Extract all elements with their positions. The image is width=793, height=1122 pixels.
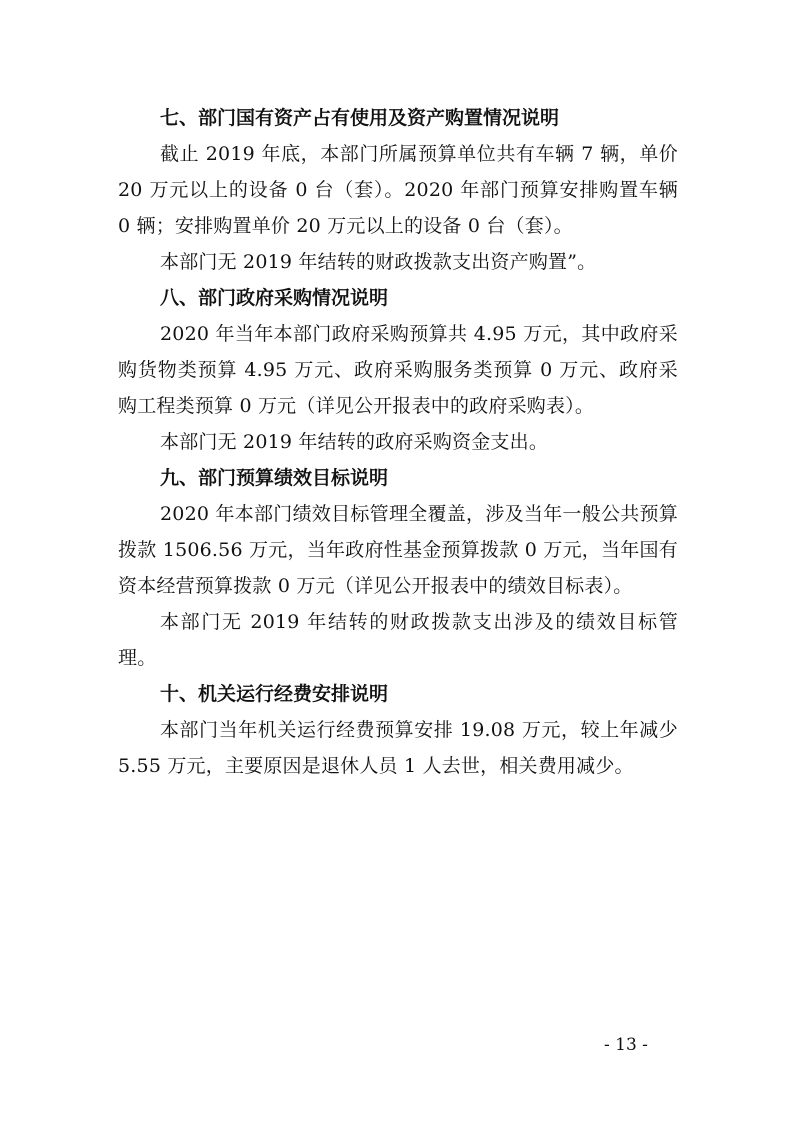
paragraph: 截止 2019 年底，本部门所属预算单位共有车辆 7 辆，单价 20 万元以上的设备 0 台（套）。2020 年部门预算安排购置车辆 0 辆；安排购置单价 20 万元以上的设备 0 台（套）。	[118, 143, 678, 237]
section-heading: 七、部门国有资产占有使用及资产购置情况说明	[160, 107, 560, 129]
document-body	[118, 100, 678, 784]
paragraph: 本部门无 2019 年结转的财政拨款支出涉及的绩效目标管理。	[118, 611, 678, 669]
paragraph: 本部门无 2019 年结转的政府采购资金支出。	[160, 431, 549, 453]
section-operating-expenses	[118, 676, 678, 784]
section-heading: 八、部门政府采购情况说明	[160, 287, 389, 309]
section-performance	[118, 460, 678, 676]
paragraph: 2020 年本部门绩效目标管理全覆盖，涉及当年一般公共预算拨款 1506.56 万元，当年政府性基金预算拨款 0 万元，当年国有资本经营预算拨款 0 万元（详见公开报表中的绩效目标表）。	[118, 503, 678, 597]
paragraph: 本部门当年机关运行经费预算安排 19.08 万元，较上年减少 5.55 万元，主要原因是退休人员 1 人去世，相关费用减少。	[118, 719, 678, 777]
paragraph: 2020 年当年本部门政府采购预算共 4.95 万元，其中政府采购货物类预算 4.95 万元、政府采购服务类预算 0 万元、政府采购工程类预算 0 万元（详见公开报表中的政府采购表）。	[118, 323, 678, 417]
section-heading: 十、机关运行经费安排说明	[160, 683, 389, 705]
paragraph: 本部门无 2019 年结转的财政拨款支出资产购置”。	[160, 251, 597, 273]
section-procurement	[118, 280, 678, 460]
section-assets	[118, 100, 678, 280]
page-number: - 13 -	[604, 1035, 648, 1055]
section-heading: 九、部门预算绩效目标说明	[160, 467, 389, 489]
